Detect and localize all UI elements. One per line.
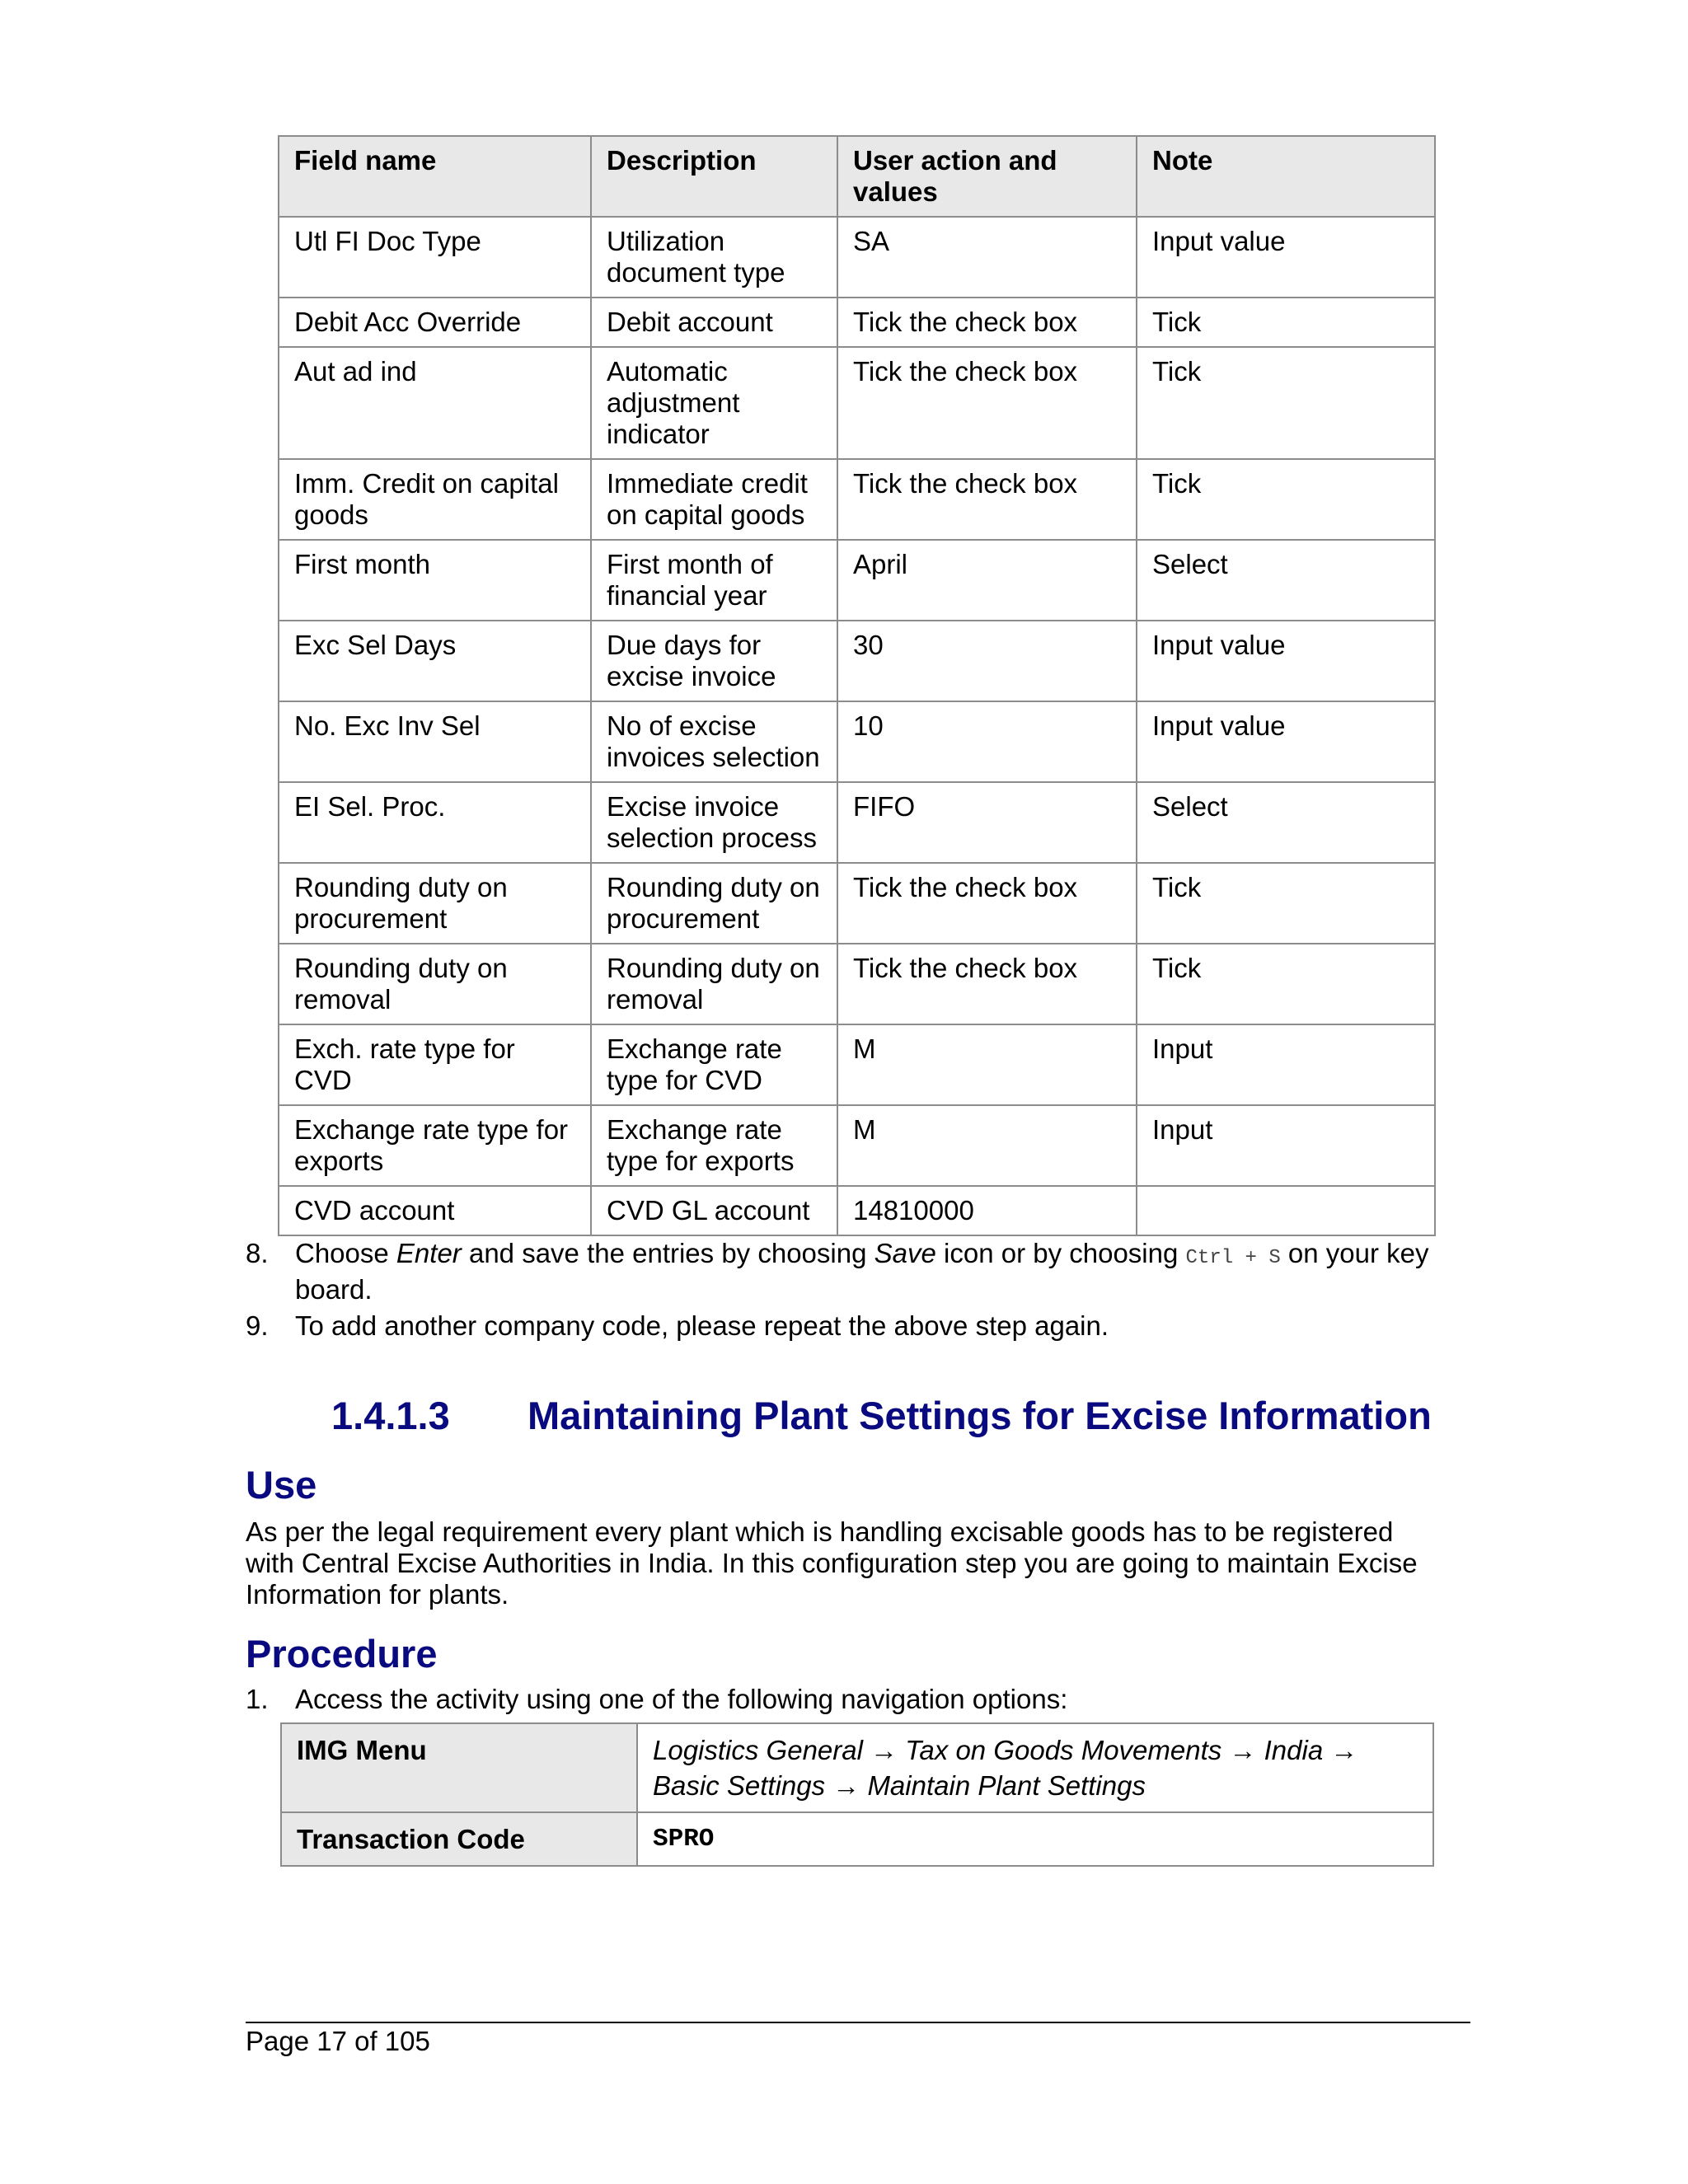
cell-field-name: Exch. rate type for CVD <box>279 1024 591 1105</box>
cell-description: First month of financial year <box>591 540 837 621</box>
step-text: Access the activity using one of the following navigation options: <box>295 1684 1068 1714</box>
cell-description: CVD GL account <box>591 1186 837 1235</box>
cell-description: Exchange rate type for exports <box>591 1105 837 1186</box>
cell-note: Input value <box>1137 701 1435 782</box>
cell-note: Tick <box>1137 863 1435 944</box>
cell-user-action: Tick the check box <box>837 298 1137 347</box>
cell-description: Immediate credit on capital goods <box>591 459 837 540</box>
table-row <box>279 621 1435 701</box>
cell-description: Rounding duty on procurement <box>591 863 837 944</box>
procedure-heading: Procedure <box>246 1632 438 1675</box>
cell-description: Utilization document type <box>591 217 837 298</box>
section-heading <box>331 1393 1432 1438</box>
cell-user-action: SA <box>837 217 1137 298</box>
cell-user-action: Tick the check box <box>837 459 1137 540</box>
header-user-action: User action and values <box>837 136 1137 217</box>
cell-description: Due days for excise invoice <box>591 621 837 701</box>
cell-user-action: Tick the check box <box>837 347 1137 459</box>
cell-note: Tick <box>1137 944 1435 1024</box>
cell-note <box>1137 1186 1435 1235</box>
cell-user-action: 10 <box>837 701 1137 782</box>
step-number: 9. <box>246 1310 269 1341</box>
table-row <box>279 782 1435 863</box>
cell-field-name: EI Sel. Proc. <box>279 782 591 863</box>
use-heading: Use <box>246 1463 317 1507</box>
cell-description: No of excise invoices selection <box>591 701 837 782</box>
table-row <box>279 944 1435 1024</box>
header-description: Description <box>591 136 837 217</box>
cell-description: Rounding duty on removal <box>591 944 837 1024</box>
table-header-row <box>279 136 1435 217</box>
cell-user-action: 14810000 <box>837 1186 1137 1235</box>
table-row <box>279 863 1435 944</box>
cell-note: Input value <box>1137 621 1435 701</box>
page-number: Page 17 of 105 <box>246 2026 430 2056</box>
cell-user-action: 30 <box>837 621 1137 701</box>
transaction-code-label: Transaction Code <box>281 1812 637 1866</box>
cell-field-name: Rounding duty on procurement <box>279 863 591 944</box>
cell-description: Excise invoice selection process <box>591 782 837 863</box>
cell-note: Tick <box>1137 298 1435 347</box>
cell-field-name: First month <box>279 540 591 621</box>
cell-field-name: Debit Acc Override <box>279 298 591 347</box>
cell-field-name: Exc Sel Days <box>279 621 591 701</box>
step-9 <box>246 1310 1434 1343</box>
cell-note: Select <box>1137 540 1435 621</box>
table-row <box>279 347 1435 459</box>
table-row <box>279 1105 1435 1186</box>
cell-note: Select <box>1137 782 1435 863</box>
cell-field-name: Rounding duty on removal <box>279 944 591 1024</box>
enter-key-label: Enter <box>396 1238 462 1268</box>
step-text: Choose Enter and save the entries by choosing Save icon or by choosing Ctrl + S on your key board. <box>295 1238 1429 1305</box>
table-row <box>279 298 1435 347</box>
table-row <box>279 1024 1435 1105</box>
cell-note: Input value <box>1137 217 1435 298</box>
cell-description: Exchange rate type for CVD <box>591 1024 837 1105</box>
header-note: Note <box>1137 136 1435 217</box>
cell-user-action: April <box>837 540 1137 621</box>
cell-field-name: Aut ad ind <box>279 347 591 459</box>
table-row <box>279 540 1435 621</box>
cell-description: Automatic adjustment indicator <box>591 347 837 459</box>
cell-note: Tick <box>1137 347 1435 459</box>
step-text: To add another company code, please repeat the above step again. <box>295 1310 1109 1341</box>
img-menu-label: IMG Menu <box>281 1723 637 1812</box>
cell-field-name: CVD account <box>279 1186 591 1235</box>
cell-note: Tick <box>1137 459 1435 540</box>
step-number: 1. <box>246 1684 269 1714</box>
cell-note: Input <box>1137 1024 1435 1105</box>
cell-user-action: M <box>837 1105 1137 1186</box>
table-row <box>279 459 1435 540</box>
cell-user-action: Tick the check box <box>837 944 1137 1024</box>
cell-note: Input <box>1137 1105 1435 1186</box>
step-number: 8. <box>246 1238 269 1268</box>
cell-field-name: Imm. Credit on capital goods <box>279 459 591 540</box>
cell-field-name: No. Exc Inv Sel <box>279 701 591 782</box>
table-row <box>279 1186 1435 1235</box>
cell-user-action: Tick the check box <box>837 863 1137 944</box>
use-paragraph: As per the legal requirement every plant which is handling excisable goods has to be registered with Central Excise Authorities in India. In this configuration step you are going to maintain Excise Information for plants. <box>246 1516 1418 1610</box>
keyboard-shortcut: Ctrl + S <box>1185 1247 1281 1269</box>
transaction-code-value: SPRO <box>637 1812 1433 1866</box>
header-field-name: Field name <box>279 136 591 217</box>
cell-field-name: Exchange rate type for exports <box>279 1105 591 1186</box>
footer-divider <box>246 2022 1470 2023</box>
cell-user-action: FIFO <box>837 782 1137 863</box>
table-row <box>281 1723 1433 1812</box>
cell-user-action: M <box>837 1024 1137 1105</box>
procedure-step-1 <box>246 1684 1434 1717</box>
table-row <box>281 1812 1433 1866</box>
save-label: Save <box>874 1238 936 1268</box>
field-settings-table <box>278 135 1436 1236</box>
table-row <box>279 701 1435 782</box>
img-menu-path: Logistics General → Tax on Goods Movements → India → Basic Settings → Maintain Plant Settings <box>637 1723 1433 1812</box>
navigation-options-table <box>280 1722 1434 1867</box>
table-row <box>279 217 1435 298</box>
cell-description: Debit account <box>591 298 837 347</box>
section-title: Maintaining Plant Settings for Excise Information <box>528 1394 1432 1437</box>
section-number: 1.4.1.3 <box>331 1394 450 1437</box>
cell-field-name: Utl FI Doc Type <box>279 217 591 298</box>
step-8 <box>246 1238 1434 1304</box>
